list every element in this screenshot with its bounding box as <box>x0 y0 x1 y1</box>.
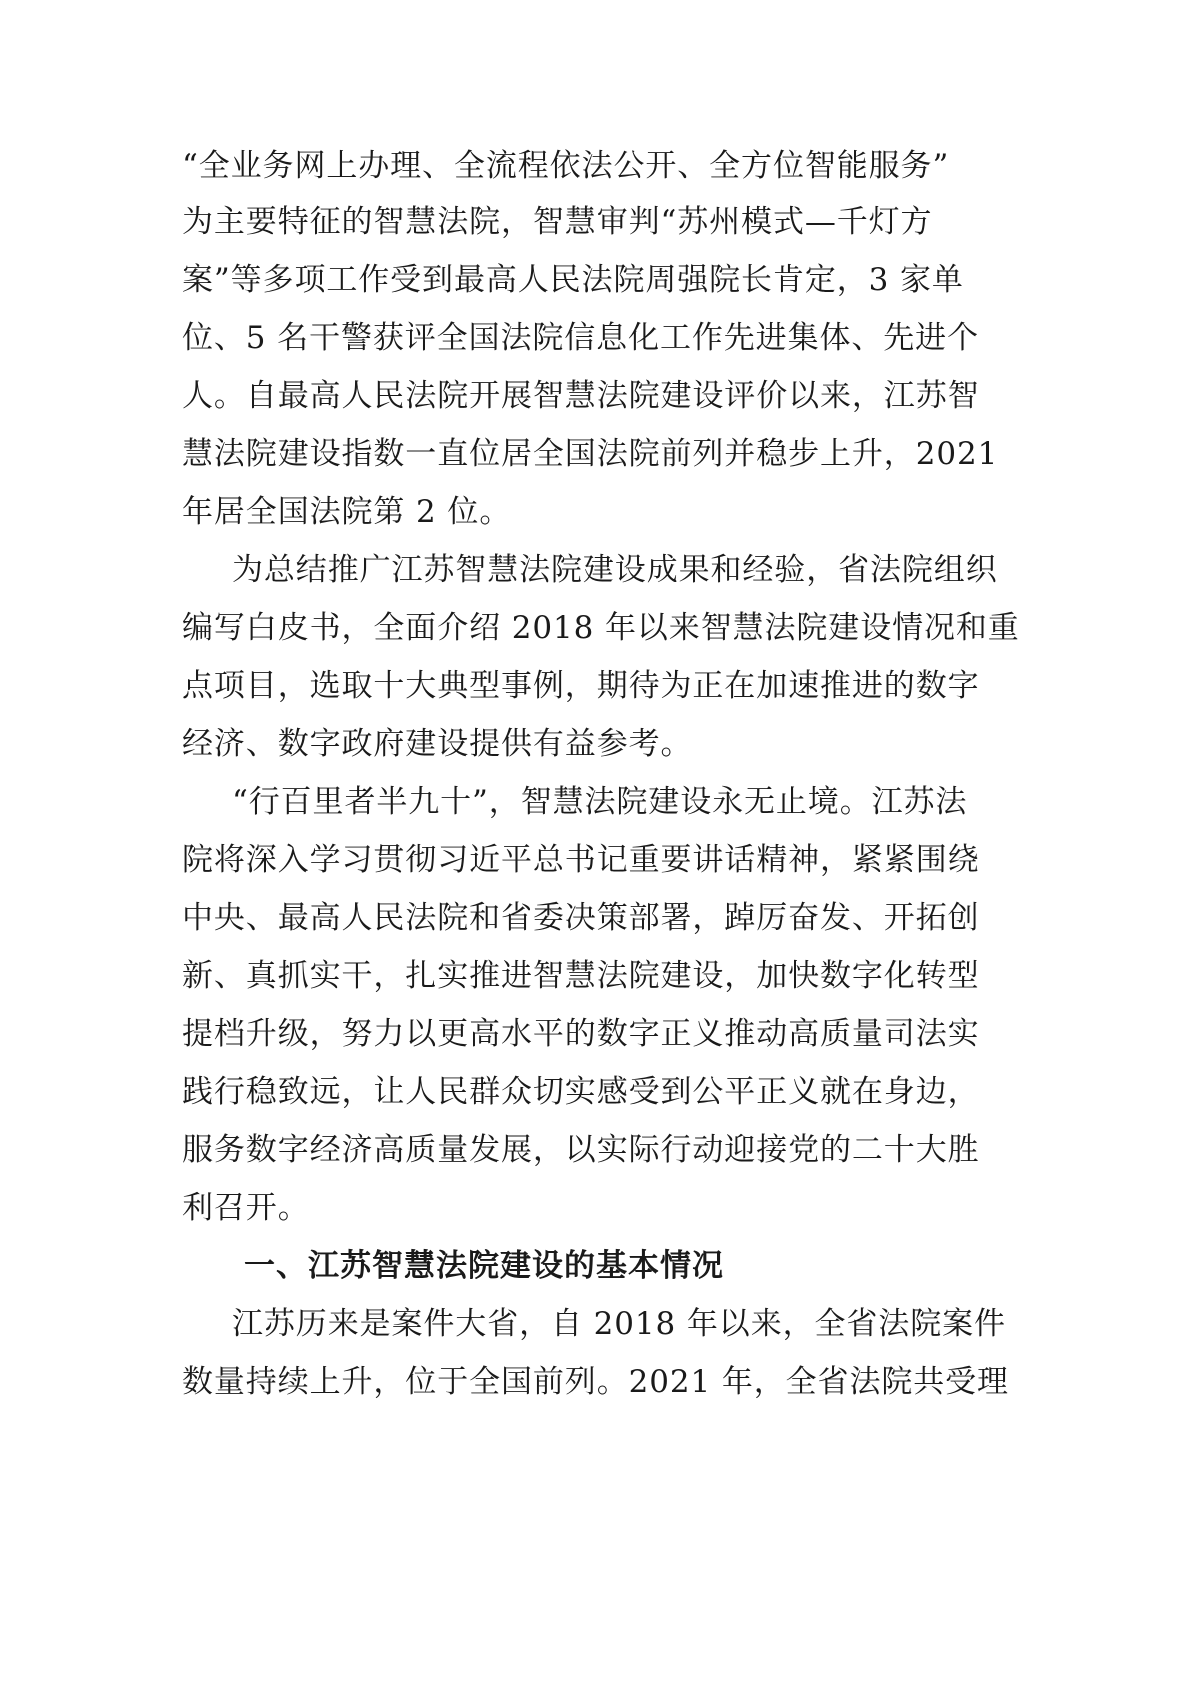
body-text-line: 利召开。 <box>182 1190 310 1226</box>
body-text-line: 位、5 名干警获评全国法院信息化工作先进集体、先进个 <box>182 320 979 356</box>
body-text-line: 数量持续上升，位于全国前列。2021 年，全省法院共受理 <box>182 1364 1009 1400</box>
body-text-line: 为主要特征的智慧法院，智慧审判“苏州模式—千灯方 <box>182 204 933 240</box>
body-text-line: 中央、最高人民法院和省委决策部署，踔厉奋发、开拓创 <box>182 900 980 936</box>
paragraph-start-line: “行百里者半九十”，智慧法院建设永无止境。江苏法 <box>232 784 968 820</box>
body-text-line: 人。自最高人民法院开展智慧法院建设评价以来，江苏智 <box>182 378 980 414</box>
body-text-line: 新、真抓实干，扎实推进智慧法院建设，加快数字化转型 <box>182 958 980 994</box>
paragraph-start-line: 为总结推广江苏智慧法院建设成果和经验，省法院组织 <box>232 552 998 588</box>
body-text-line: 年居全国法院第 2 位。 <box>182 494 512 530</box>
body-text-line: “全业务网上办理、全流程依法公开、全方位智能服务” <box>182 148 950 184</box>
body-text-line: 案”等多项工作受到最高人民法院周强院长肯定，3 家单 <box>182 262 964 298</box>
body-text-line: 经济、数字政府建设提供有益参考。 <box>182 726 693 762</box>
paragraph-start-line: 江苏历来是案件大省，自 2018 年以来，全省法院案件 <box>232 1306 1006 1342</box>
body-text-line: 院将深入学习贯彻习近平总书记重要讲话精神，紧紧围绕 <box>182 842 980 878</box>
body-text-line: 慧法院建设指数一直位居全国法院前列并稳步上升，2021 <box>182 436 999 472</box>
body-text-line: 提档升级，努力以更高水平的数字正义推动高质量司法实 <box>182 1016 980 1052</box>
body-text-line: 服务数字经济高质量发展，以实际行动迎接党的二十大胜 <box>182 1132 980 1168</box>
body-text-line: 践行稳致远，让人民群众切实感受到公平正义就在身边， <box>182 1074 980 1110</box>
body-text-line: 编写白皮书，全面介绍 2018 年以来智慧法院建设情况和重 <box>182 610 1020 646</box>
section-heading: 一、江苏智慧法院建设的基本情况 <box>244 1248 724 1284</box>
body-text-line: 点项目，选取十大典型事例，期待为正在加速推进的数字 <box>182 668 980 704</box>
